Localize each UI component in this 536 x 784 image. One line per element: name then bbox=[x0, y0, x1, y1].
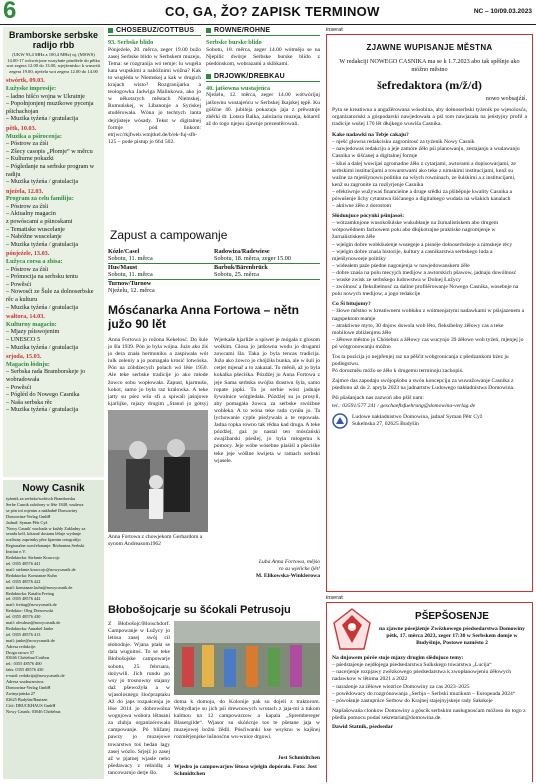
page-title: CO, GA, ŽO? ZAPISK TERMINOW bbox=[165, 4, 380, 19]
square-bullet-icon bbox=[206, 74, 211, 79]
offer-heading: Co Śi bitujomy? bbox=[332, 301, 371, 308]
campowanje-cell: Hus/Maust bbox=[108, 263, 138, 271]
invitation-box bbox=[326, 602, 533, 782]
campowanje-cell: Njeźelu, 12. měrca bbox=[108, 287, 155, 295]
anna-author: M. Elikowska-Winklerowa bbox=[255, 573, 320, 580]
event-text: Pónjeźele, 20. měrca, zeger 19.00 bužo zasej Serbske blido w Serbskem muzeju. Tema: se rozgranija wó temje: lu wugéla kata wupskimi a nabóžnimi wóžna? Kak to wugléda w Niemskej a kak w drugich krajach wisto? Rozgranijarka a teologowka Jadwiga Malinkowa, ako jo w někotarych městach Niemskej, Rumuńskej, w Libanonje a Syriskej studěrowała. Wóna jo techtych lanta dejrjisteje wósady. Tekst w digitalnej formje pód linkom: etrjwc/rkjfweb.wmjtkel.de/b/ek-fuj-sfh-125 – pode pistup jo 664 502. bbox=[108, 46, 201, 145]
closing-2: Pó dorozměu móžo se źěło k drugemu terminoju zachopiś. bbox=[332, 368, 464, 375]
schedule-item: – Muzika tyźeńa / gratulacija bbox=[6, 178, 79, 186]
tasks-list bbox=[332, 139, 527, 210]
anna-signoff: Luba Anna Fortowa, mějśo bbox=[258, 559, 320, 565]
tasks-heading: Kake nadawki na Tebje cakaju? bbox=[332, 132, 409, 139]
schedule-item: z powóscami a pśinoskami bbox=[6, 218, 73, 226]
anna-photo-caption: Anna Fortowa z chowjekom Gerhardom a synom Andreasom1962 bbox=[108, 534, 203, 548]
agenda-list bbox=[332, 662, 527, 705]
inserat-label-2: inserat bbox=[326, 595, 343, 602]
list-item: – zwólnosć a fleksibelnosć za daline profilěrowanje Nowego Casnika, wosebnje na polu nowych medijow, a jogo redakcije bbox=[332, 284, 519, 298]
impressum-line: Redaktor: Oleg Dresrowski bbox=[6, 608, 54, 614]
schedule-item: – Powěsći bbox=[6, 383, 32, 391]
publisher-line-2: Sukelnska 27, 02625 Budyšin bbox=[352, 420, 419, 427]
impressum-line: tel. 0355 48576 442 bbox=[6, 596, 41, 602]
anna-text-right: Wjerkaše kjarliže a spiwet je mógała z glosom wolkim. Glosa jo jatšowna wodu jo drugami zowcami šla. Taka jo byla tencas tradicija. Južo ako źowco jo chójźiła bunka, ale w šuli jo cetjet mjenař a to zakazal. To měnił, až jo byla kokalka pšeciśka. Pózdźej jo Anna Fortowa z jeje Sama serbska swójba drastwu šyla, samo ropate jopki. To jo serbie wóst jadnaje šywalnice wótgledała. Pózdźej su jo prosyli, aby pomagała žowca za serbske swóźbne wobleka. A to wóna teke rada cyniła jo. Ta lychowanie cyple pśeźywała a te repowała. Jadna ropka rowno tak rědna kad druga. A teke pózdźej, gaż jo nastal ten mósćański swajźbarski pśeślej, jo byla młogemu k pomocy. Jeje wóbe wósebne plaśiśi a pšeciśke teke jeje wóšlne kwijeta w ramach serbski wjasele. bbox=[214, 337, 320, 464]
schedule-item: – Kulturne pokazki bbox=[6, 155, 54, 163]
section-cottbus: CHÓŚEBUZ/COTTBUS bbox=[108, 27, 201, 36]
closing-1: Tos ta pozicija jo nejpřenjej raz na pěšćit wobgronicanja z pšedzankom bźez ju podlegstwu. bbox=[332, 353, 509, 368]
impressum-line: Nowy Casnik: 03046 Chóśebuz bbox=[6, 708, 61, 714]
schedule-item: Łužyca corsa a zbisa: bbox=[6, 258, 63, 266]
list-item: – dobre znaśa na polu mecyjch medijow a awtorskich pšawow, jadnaju dowólnosć bbox=[332, 269, 517, 276]
schedule-item: – Mjazy pśiswojenim bbox=[6, 328, 60, 336]
impressum-line: mail: stefanie.krawcojc@nowycasnik.de bbox=[6, 566, 76, 572]
list-item: – atraktiwne myto, 30 dnjow dowola wob lěto, fleksibelny źěłowy cas a teke mobilowe zbliżenjmu źěło bbox=[332, 322, 504, 336]
impressum-line: mail: olesdrun@nowycasnik.de bbox=[6, 620, 61, 626]
list-item: – kšuś a dalej wuwijaś zgromadne źěło z cytarjami, awtorami a dopisowarjami, ze serbskimi institucijami a towarstwami ako teke z nimskimi institucijami, kenž su wažne za mjeńšynowu politiku na wšych rowninach, ze šulskimi a z institucijami, kenž su zagronite za rozšyrjenje Casnika bbox=[332, 160, 516, 188]
camp-photo-caption: Wjedro jo campowarjow lětosa wjelgin dopórało. Foto: Jost Schmidtchen bbox=[174, 764, 317, 778]
impressum-line: tel.: 0355 48576 400 bbox=[6, 661, 42, 667]
radio-intro: (UKW 93,4 MHz a 100,4 MHz) nj. (MSWS) 14.00-17 wótwórjone wusyłańe póndźele do pětka wot zegera 12.00 do 13.00, srjejźenisko: k wuswiśi zegera 19.00, njeźela wot zegera 12.00 do 14.00 bbox=[6, 52, 101, 74]
impressum-line: faks: 0355 48576 430 bbox=[6, 667, 44, 673]
impressum-line: rozlistny zaprimky přez kjarnim ortografijo bbox=[6, 537, 81, 543]
campowanje-row bbox=[108, 263, 320, 271]
impressum-line: Redaktorka: Stefanie Krawcojc bbox=[6, 555, 60, 561]
bozicka-article bbox=[108, 604, 320, 782]
schedule-item: Muzika a pśirocenja: bbox=[6, 132, 62, 140]
schedule-day-label: stwórtk, 09.03. bbox=[6, 77, 45, 85]
anna-article bbox=[108, 300, 320, 600]
campowanje-cell: Radowiza/Radewiese bbox=[214, 248, 270, 255]
impressum-box bbox=[3, 480, 104, 779]
event-title: 40. jatšowna wustajeńca bbox=[206, 84, 271, 92]
schedule-item: – Póstrow za źiśi bbox=[6, 140, 49, 148]
impressum-line: tel. 0355 48576 430 bbox=[6, 614, 41, 620]
schedule-item: – Popołnjonjenj muzikowe pycenja pšichachojan bbox=[6, 100, 94, 115]
agenda-heading: Na dnjowem pórěe stoje mjazy drugim slědujuce temy: bbox=[332, 655, 464, 662]
schedule-item: – Naša serbska rěc bbox=[6, 398, 53, 406]
campowanje-cell: Sobotu, 11. měrca bbox=[108, 271, 153, 279]
campowanje-cell: Turnow/Turnow bbox=[108, 279, 152, 287]
article-column-rohne bbox=[206, 27, 320, 227]
schedule-item: – Muzika tyźeńa / gratulacija bbox=[6, 303, 79, 311]
bozicka-author: Jost Schmidtchen bbox=[277, 755, 320, 761]
schedule-item: Łužyske impresije: bbox=[6, 84, 57, 92]
impressum-line: 03046 Chóśebuz/Cottbus bbox=[6, 655, 50, 661]
impressum-line: 02625 Budyšin/Bautzen bbox=[6, 696, 48, 702]
impressum-line: Redaktorka: Konstanze Kuhn bbox=[6, 572, 57, 578]
list-item: – nacerjenje rozpjawy zwězkowego pśedsedarstwa k zwopłanowjeniu źěłowych nadawkow w lětoma 2021 a 2022 bbox=[332, 669, 512, 683]
impressum-line: Institut e.V. bbox=[6, 549, 26, 555]
list-item: – powědowacy do rozgrónowanja „Serbja – Serbski muzikum – Europeada 2024“ bbox=[332, 690, 516, 697]
campowanje-cell: Kózle/Casel bbox=[108, 248, 140, 255]
anna-heading: Mósćanarka Anna Fortowa – nětn južo 90 lět bbox=[108, 303, 299, 331]
section-drebkau: DRJOWK/DREBKAU bbox=[206, 73, 320, 82]
inserat-label: inserat bbox=[326, 27, 343, 33]
parade-photo-image bbox=[174, 621, 320, 695]
list-item: – žłowe městno w kreatiwnem wobłuku z wótmenjatymi nadawkami w pśisjazenem a nagspektom teamje bbox=[332, 308, 525, 322]
camp-photo bbox=[174, 621, 320, 695]
campowanje-cell: Sobotu, 25. měrca bbox=[214, 271, 260, 279]
schedule-item: – Serbska rada Bramborskeje jo wobradowała bbox=[6, 368, 86, 383]
bozicka-text-left: Z Błobošojc/Bloischdorf. Campowanje w Łužycy jo letosa zasej swój cil słobodnje. Wjana ptała se dala wugnitoś. To se teke Błobošojske campowarje sobotu, 25. februara, dożywili. Jich rundu po wsy jo trosnowny stajany daž pšewožyła a w wjasolosnego šloćpraptaku bbox=[108, 621, 170, 697]
offer-list bbox=[332, 308, 527, 351]
invitation-title: PŠEPŠOSENJE bbox=[415, 611, 489, 623]
requirements-heading: Słóduujuce pócynki pśinjasoš: bbox=[332, 213, 405, 220]
schedule-item: Kulturny magacin: bbox=[6, 320, 57, 328]
advert-intro: W redakciji NOWEGO CASNIKA ma se k 1.7.2023 abo tak spěšnje ako móžno městno bbox=[339, 58, 520, 73]
schedule-item: – Muzika tyźeńa / gratulacija bbox=[6, 406, 79, 414]
job-title: šefredaktora (m/ž/d) bbox=[377, 78, 482, 93]
impressum-line: Redaktorka: Katalin Freitag bbox=[6, 590, 54, 596]
event-title: Serbske burske blido bbox=[206, 39, 262, 46]
schedule-item: – Póstrow za źiśi bbox=[6, 202, 49, 210]
invitation-signature: Dawid Statnik, pśedsedar bbox=[332, 724, 394, 731]
schedule-item: – Pógledanje na serbske program w radiju bbox=[6, 162, 95, 178]
radio-title: Bramborske serbske radijo rbb bbox=[8, 30, 99, 50]
list-item: – wjelgin dobre wobkšuśenje wusegeje a pisnéje dołnoserbskeje a nimskeje rěcy bbox=[332, 241, 513, 248]
schedule-item: – Nabóžne wuscelanje bbox=[6, 233, 62, 241]
closing-4: Pśi pšašanjach nas zazwoń abo pšiš nam: bbox=[332, 395, 424, 402]
radio-schedule bbox=[6, 77, 101, 414]
schedule-item: – Aktualny magacin bbox=[6, 210, 56, 218]
impressum-line: mail: janke@nowycasnik.de bbox=[6, 637, 55, 643]
radio-column bbox=[3, 27, 104, 782]
schedule-day-label: wałtora, 14.03. bbox=[6, 313, 45, 321]
square-bullet-icon bbox=[206, 28, 211, 33]
inserat-column bbox=[326, 27, 533, 782]
impressum-line: tel. 0355 48576 413 bbox=[6, 631, 41, 637]
impressum-line: e-mail: redakcija@nowycasnik.de bbox=[6, 673, 65, 679]
list-item: – pówołanje zastupnice Serbow do Krajnej stajejnyjskeje rady Sakskeje bbox=[332, 697, 493, 704]
schedule-item: Program za celu familiju: bbox=[6, 195, 74, 203]
event-text: Sobotu, 18. měrca, zeger 14.00 wótmějo se na Njepilic dwórje Serbske burske blido z pśedónskom, wobrazami a skibkami. bbox=[206, 46, 320, 67]
impressum-line: Redaktorka: Annabel Janke bbox=[6, 625, 54, 631]
schedule-day-label: srjoda, 15.03. bbox=[6, 353, 42, 361]
impressum-line: Ciść: DRUCKHAUS GmbH bbox=[6, 702, 56, 708]
list-item: – źěłowe městno jo Chóśebuz a źěłowy cas wucynjo 39 źěłowe wob tyźeń, mjenjej jo pó wótgronowanju móžno bbox=[332, 336, 524, 350]
campowanje-row bbox=[108, 255, 320, 262]
schedule-item: – ladno hišćo wojna w Ukrainje bbox=[6, 92, 85, 100]
impressum-line: tel. 0355 48576 441 bbox=[6, 560, 41, 566]
impressum-line: Serbe Casnik založony w lěśe 1848, wudawa bbox=[6, 501, 84, 507]
list-item: – efektiwnje wužywaś financielne a druge srědki za pšiběpnje kwality Casnika a pówušenje lichy cytatstwa šiśćanego a digitalnego wudaśa na wšakich kanalach bbox=[332, 188, 513, 202]
schedule-item: – Muzika tyźeńa / gratulacija bbox=[6, 115, 79, 123]
list-item: – nješć głowna redakcisku zagronitosć za tyźenik Nowy Casnik bbox=[332, 139, 475, 146]
job-sub: nowo wobsajźiś. bbox=[485, 95, 527, 103]
campowanje-row bbox=[108, 287, 320, 294]
closing-3: Zajmce das zapodaju swójopšobu a swóu koncepciju za wuwažowanje Casnika z pśedlonu až do 2. apryla 2023 na jadnartstw Ludowego nakładnistwa Domowina. bbox=[332, 378, 515, 392]
impressum-line: mail: freitag@nowycasnik.de bbox=[6, 602, 57, 608]
list-item: – nawjedowaś redakciju a jeje zamóre źěło pśi planowanju, zestajanju a wudawanju Casnika w śišćanej a digitalnej formje bbox=[332, 146, 520, 160]
list-item: – wótzamknjone wusokošulske wukubłanje na žurnalistiskem abo drugem wótpowědnem fachowem polu abo dłujkotrajne praktiske nagromjenje w žurnalistiskem źěle bbox=[332, 220, 499, 241]
campowanje-row bbox=[108, 248, 320, 255]
schedule-item: – Prómocija na serbsku tentu bbox=[6, 273, 78, 281]
impressum-line: Domowina-Verlag GmbH bbox=[6, 513, 51, 519]
bozicka-text-mid: Až do japs rozpalcenja je lěse 2014 jo dobrowólna wognjowa wobora lětasani za zlubja organizérowała campowanje. Pó bližatej pawzy jo muzejowe towarstwo toś hedan lagy zasej wózlo. Srjejź jo zasej až w pjatnej wjasle nebo pšedawacy z rešnidlą a tancowarnjo derje šlo. bbox=[108, 699, 170, 776]
list-item: – pśedstajenje nejdłojega pśedsedarstwa Sulkskego towarstwa „Lucija“ bbox=[332, 662, 492, 669]
impressum-line: se pón toś mjenim a nakładně Domowiny bbox=[6, 507, 78, 513]
impressum-line: mail: konstanze.kuhn@nowycasnik.de bbox=[6, 584, 73, 590]
invitation-text: na zjawne pósejźenje Zwězkowego pśedsedarstwa Domowiny pětk, 17. měrca 2023, zeger 17:30 w Serbskem domje w Budyšinje, Postowe naměsto 2 bbox=[379, 626, 525, 647]
campowanje-block bbox=[108, 226, 320, 300]
campowanje-table bbox=[108, 248, 320, 294]
campowanje-heading: Zapust a campowanje bbox=[110, 228, 228, 242]
schedule-item: – Zšecy casopis „Płomje“ w měrcu bbox=[6, 147, 93, 155]
schedule-day-label: pónjeźele, 13.03. bbox=[6, 250, 50, 258]
list-item: – wideałem paźe pśedne nagonjenja w nawjedowanskem źěle bbox=[332, 262, 470, 269]
domowina-emblem-icon bbox=[332, 607, 372, 651]
contact-line[interactable]: tel.: 03591/577 241 / geschaeftsfuehrung@domowina-verlag.de bbox=[332, 402, 476, 409]
event-title: 93. Serbske blido bbox=[108, 39, 154, 46]
advert-title: ZJAWNE WUPISANJE MĚSTNA bbox=[366, 43, 493, 53]
impressum-line: Domowina-Verlag GmbH bbox=[6, 685, 51, 690]
schedule-item: – Póstrow za źiśi bbox=[6, 265, 49, 273]
list-item: – naraźenje za źěłowe wiezrice Domowiny za cas 2023–2025 bbox=[332, 683, 470, 690]
anna-text-left: Anna Fortowa jo rožona Kekelosć. Do šule jo šla 1939. Pón jo byla wójna. Jużo ako źiś jo dera znała hermoniku a zaspiwała wót lulk zeleniy a jo pomagała krosić lotwóska. Pón na zóbdźecych polach wó lěśe 1950. Ale teke serbske tradicije jo ako młode žowco sobu wopłowała. Zapust, kjarmušu, kokot, samo jo była raz kralowka. A teke jatty su pśez wšu sfi a spiwali jaśnjowe kjarlijke, mjazy drugim „Stanul jo gótsyj bbox=[108, 337, 208, 407]
schedule-item: – Nowosći ze Šule za dolnoserbske rěc a kulturu bbox=[6, 288, 94, 303]
impressum-line: Jadnař: Syman Pětr Cyž bbox=[6, 519, 48, 525]
bozicka-text-right: doma k domoju, do Kolonije pak su dojeli z traktorom. Wobydlarje su jich pśi drewnowych wrotach z jaja-mi a tukom kalmou na 12 campowarzow a kapala „Sprembereger Blasergilde“. Wjasor su skóńcnje tos te pšetane jaja w muzejowej božni žědli. Pósćiwanki kse wsyknu w kajšnej rozměrjenjske lušnosćnu wu-wnice drgowi. bbox=[174, 699, 320, 741]
page-header bbox=[0, 0, 536, 25]
section-rohne: ROWNE/ROHNE bbox=[206, 27, 320, 36]
schedule-day-label: pětk, 10.03. bbox=[6, 124, 37, 132]
impressum-line: tyźenik za serbske/sorbisch Bramborsku bbox=[6, 496, 76, 501]
anna-photo bbox=[108, 410, 208, 532]
family-photo-image bbox=[108, 410, 208, 532]
schedule-item: – Tematiske wuscelanje bbox=[6, 225, 65, 233]
impressum-line: tel. 0355 48576 422 bbox=[6, 578, 41, 584]
anna-signoff-2: to su wjelicke ljět! bbox=[279, 566, 320, 573]
schedule-item: – Muzika tyźeńa / gratulacija bbox=[6, 240, 79, 248]
campowanje-cell: Barbuk/Bärenbrück bbox=[214, 263, 268, 271]
bozicka-heading: Błobošojcarje su šćokali Petrusoju bbox=[108, 604, 291, 616]
campowanje-cell: Sobotu, 18. měrca, zeger 15.00 bbox=[214, 255, 291, 263]
list-item: – wjelgin dobre znaśa historije, kultury a casnikarstwa serbskego luda a mjeńšynowoeje politiky bbox=[332, 248, 493, 262]
schedule-item: – Muzika tyźeńa / gratulacija bbox=[6, 343, 79, 351]
schedule-item: – UNESCO 5 bbox=[6, 335, 41, 343]
square-bullet-icon bbox=[108, 28, 113, 33]
job-text: Pyta se kreatiwna a angažěrowana wósobina, aby dołnoserbski tyźenik po wjesolosća, organizatoriski a góspodarski nawjedowała a pśi tom nawjazała na jeństyjny profil a tradicije wušej 170 lět dłujkego wuwiša Casnika. bbox=[332, 106, 527, 128]
event-text: Njeźelu, 12. měrca, zeger 14.00 wótwórijuj jatšownu wustajeńcu w Serbskej Ikajskej tępě. Ku góšćne 40. jubileja pokazuju jaja z prěwatnje zběrki dr. Lotara Balka, zalożaria muzeja, kótarež až do togo njejsu zjawnje prezentěrowali. bbox=[206, 92, 320, 127]
impressum-line: 'Nowy Casnik' wuchada w kuždy Zakladny za bbox=[6, 525, 86, 531]
job-advert bbox=[326, 34, 533, 592]
campowanje-row bbox=[108, 271, 320, 278]
publisher-line-1: Ludowe nakładnistwo Domowina, jadnař Syman Pětr Cyž bbox=[352, 413, 483, 420]
schedule-day-label: njeźela, 12.03. bbox=[6, 187, 44, 195]
impressum-line: Adresa redakcije: bbox=[6, 643, 37, 649]
impressum-line: Zwinyrjańska 27 bbox=[6, 690, 35, 696]
radio-box bbox=[3, 27, 104, 477]
invitation-note: Napšašowańa clonkow Domowiny a góscik serbskim nasługnosćam móžoso do togo z pšedla pomocu podaś sekretariat@domowina.de. bbox=[332, 707, 526, 721]
schedule-item: – Powěsći bbox=[6, 280, 32, 288]
schedule-item: Magacin łódnju: bbox=[6, 360, 50, 368]
impressum-line: Regionalne rozsčelonanje: Rödarnina Serbski bbox=[6, 543, 85, 549]
campowanje-cell bbox=[214, 280, 320, 287]
campowanje-row bbox=[108, 279, 320, 287]
campowanje-cell: Sobotu, 11. měrca bbox=[108, 255, 153, 263]
issue-date: NC – 10/09.03.2023 bbox=[473, 8, 532, 15]
list-item: – wuske zwisk ze serbskego ludowstwa w Dolnej Łužycy bbox=[332, 277, 461, 284]
impressum-line: Droga szowo 57 bbox=[6, 649, 35, 655]
schedule-item: – Pógléd do Nowego Casnika bbox=[6, 391, 80, 399]
domowina-logo-icon bbox=[332, 413, 348, 429]
requirements-list bbox=[332, 220, 527, 298]
list-item: – aktiwne źěło z dorostom bbox=[332, 203, 392, 210]
impressum-line: Adresa wudawarstwa: bbox=[6, 679, 45, 685]
impressum-title: Nowy Casnik bbox=[22, 483, 85, 494]
impressum-line: seradu kelf, kótaraž dostanu léšuje wydanje bbox=[6, 531, 81, 537]
page-number: 6 bbox=[3, 0, 17, 24]
impressum-lines bbox=[6, 496, 101, 715]
campowanje-cell bbox=[214, 287, 320, 294]
